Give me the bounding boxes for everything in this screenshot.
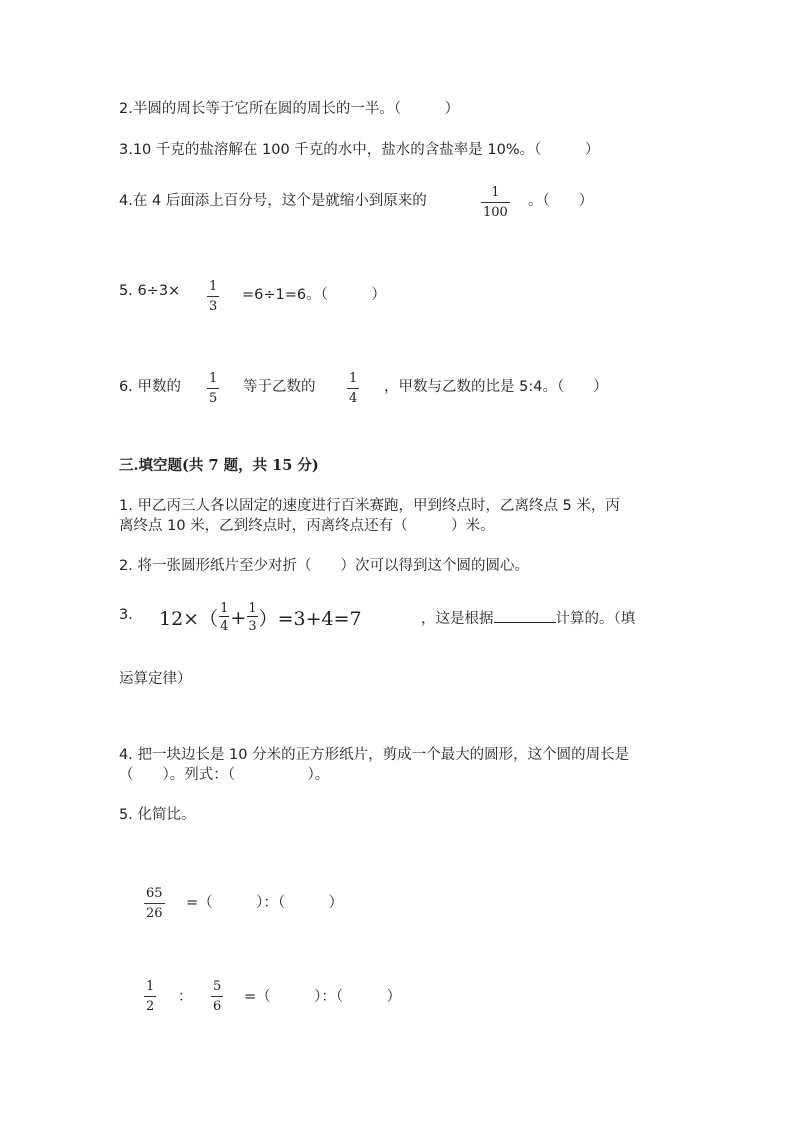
fill-q4-line2: （ ）。列式：（ ）。	[119, 767, 330, 783]
judge-q5-answer: =6÷1=6。（ ）	[242, 287, 386, 303]
fraction-numerator: 1	[146, 979, 155, 994]
expr-left: 12×（	[159, 608, 219, 630]
fraction-denominator: 6	[213, 999, 222, 1014]
fraction-numerator: 1	[220, 601, 229, 616]
fill-q3-after-text-2: 计算的。（填	[555, 611, 636, 627]
fraction-numerator: 5	[213, 979, 222, 994]
fraction-denominator: 26	[146, 906, 163, 921]
expr-plus: +	[230, 606, 247, 629]
ratio-1-fraction	[144, 887, 165, 920]
fraction-denominator: 100	[483, 205, 508, 220]
judge-q2: 2.半圆的周长等于它所在圆的周长的一半。（ ）	[119, 101, 460, 117]
section-heading: 三.填空题(共 7 题，共 15 分)	[119, 457, 319, 474]
fill-q3-after	[421, 607, 635, 628]
fraction-denominator: 4	[220, 619, 229, 634]
fraction-numerator: 1	[209, 371, 218, 386]
judge-q6-text: 6. 甲数的	[119, 379, 181, 395]
expr-fraction-1	[219, 601, 229, 634]
fill-q5: 5. 化简比。	[119, 807, 196, 823]
ratio-2-colon: ：	[178, 989, 193, 1005]
judge-q3: 3.10 千克的盐溶解在 100 千克的水中，盐水的含盐率是 10%。（ ）	[119, 142, 600, 158]
ratio-1-answer: =（ ）：（ ）	[186, 895, 344, 911]
fill-q1-line1: 1. 甲乙丙三人各以固定的速度进行百米赛跑，甲到终点时，乙离终点 5 米，丙	[119, 498, 620, 514]
fraction-denominator: 2	[146, 999, 155, 1014]
judge-q6-mid: 等于乙数的	[243, 379, 316, 395]
fill-q1-line2: 离终点 10 米，乙到终点时，丙离终点还有（ ）米。	[119, 518, 495, 534]
ratio-2-answer: =（ ）：（ ）	[244, 989, 402, 1005]
fraction-numerator: 65	[146, 886, 163, 901]
judge-q6-answer: ，甲数与乙数的比是 5:4。（ ）	[384, 379, 608, 395]
fraction-numerator: 1	[209, 279, 218, 294]
judge-q4-fraction	[481, 186, 510, 219]
fill-q3-expression	[159, 601, 362, 634]
fill-q3-label: 3.	[119, 607, 133, 623]
judge-q4-answer: 。（ ）	[528, 193, 594, 209]
judge-q5-fraction	[207, 280, 219, 313]
fill-q3-line2: 运算定律）	[119, 671, 192, 687]
fraction-numerator: 1	[491, 185, 500, 200]
judge-q6-fraction-2	[347, 372, 359, 405]
fraction-denominator: 3	[209, 299, 218, 314]
expr-right: ）=3+4=7	[258, 608, 362, 630]
judge-q4-text: 4.在 4 后面添上百分号，这个是就缩小到原来的	[119, 193, 427, 209]
judge-q5-text: 5. 6÷3×	[119, 283, 181, 299]
ratio-2-fraction-2	[211, 980, 223, 1013]
fill-q4-line1: 4. 把一块边长是 10 分米的正方形纸片，剪成一个最大的圆形，这个圆的周长是	[119, 747, 630, 763]
ratio-2-fraction-1	[144, 980, 156, 1013]
fraction-denominator: 4	[349, 391, 358, 406]
fill-q3-after-text: ，这是根据	[421, 611, 494, 627]
judge-q6-fraction-1	[207, 372, 219, 405]
fraction-numerator: 1	[248, 601, 257, 616]
fraction-numerator: 1	[349, 371, 358, 386]
answer-blank	[494, 608, 556, 623]
fraction-denominator: 5	[209, 391, 218, 406]
fraction-denominator: 3	[248, 619, 257, 634]
expr-fraction-2	[247, 601, 257, 634]
fill-q2: 2. 将一张圆形纸片至少对折（ ）次可以得到这个圆的圆心。	[119, 558, 529, 574]
